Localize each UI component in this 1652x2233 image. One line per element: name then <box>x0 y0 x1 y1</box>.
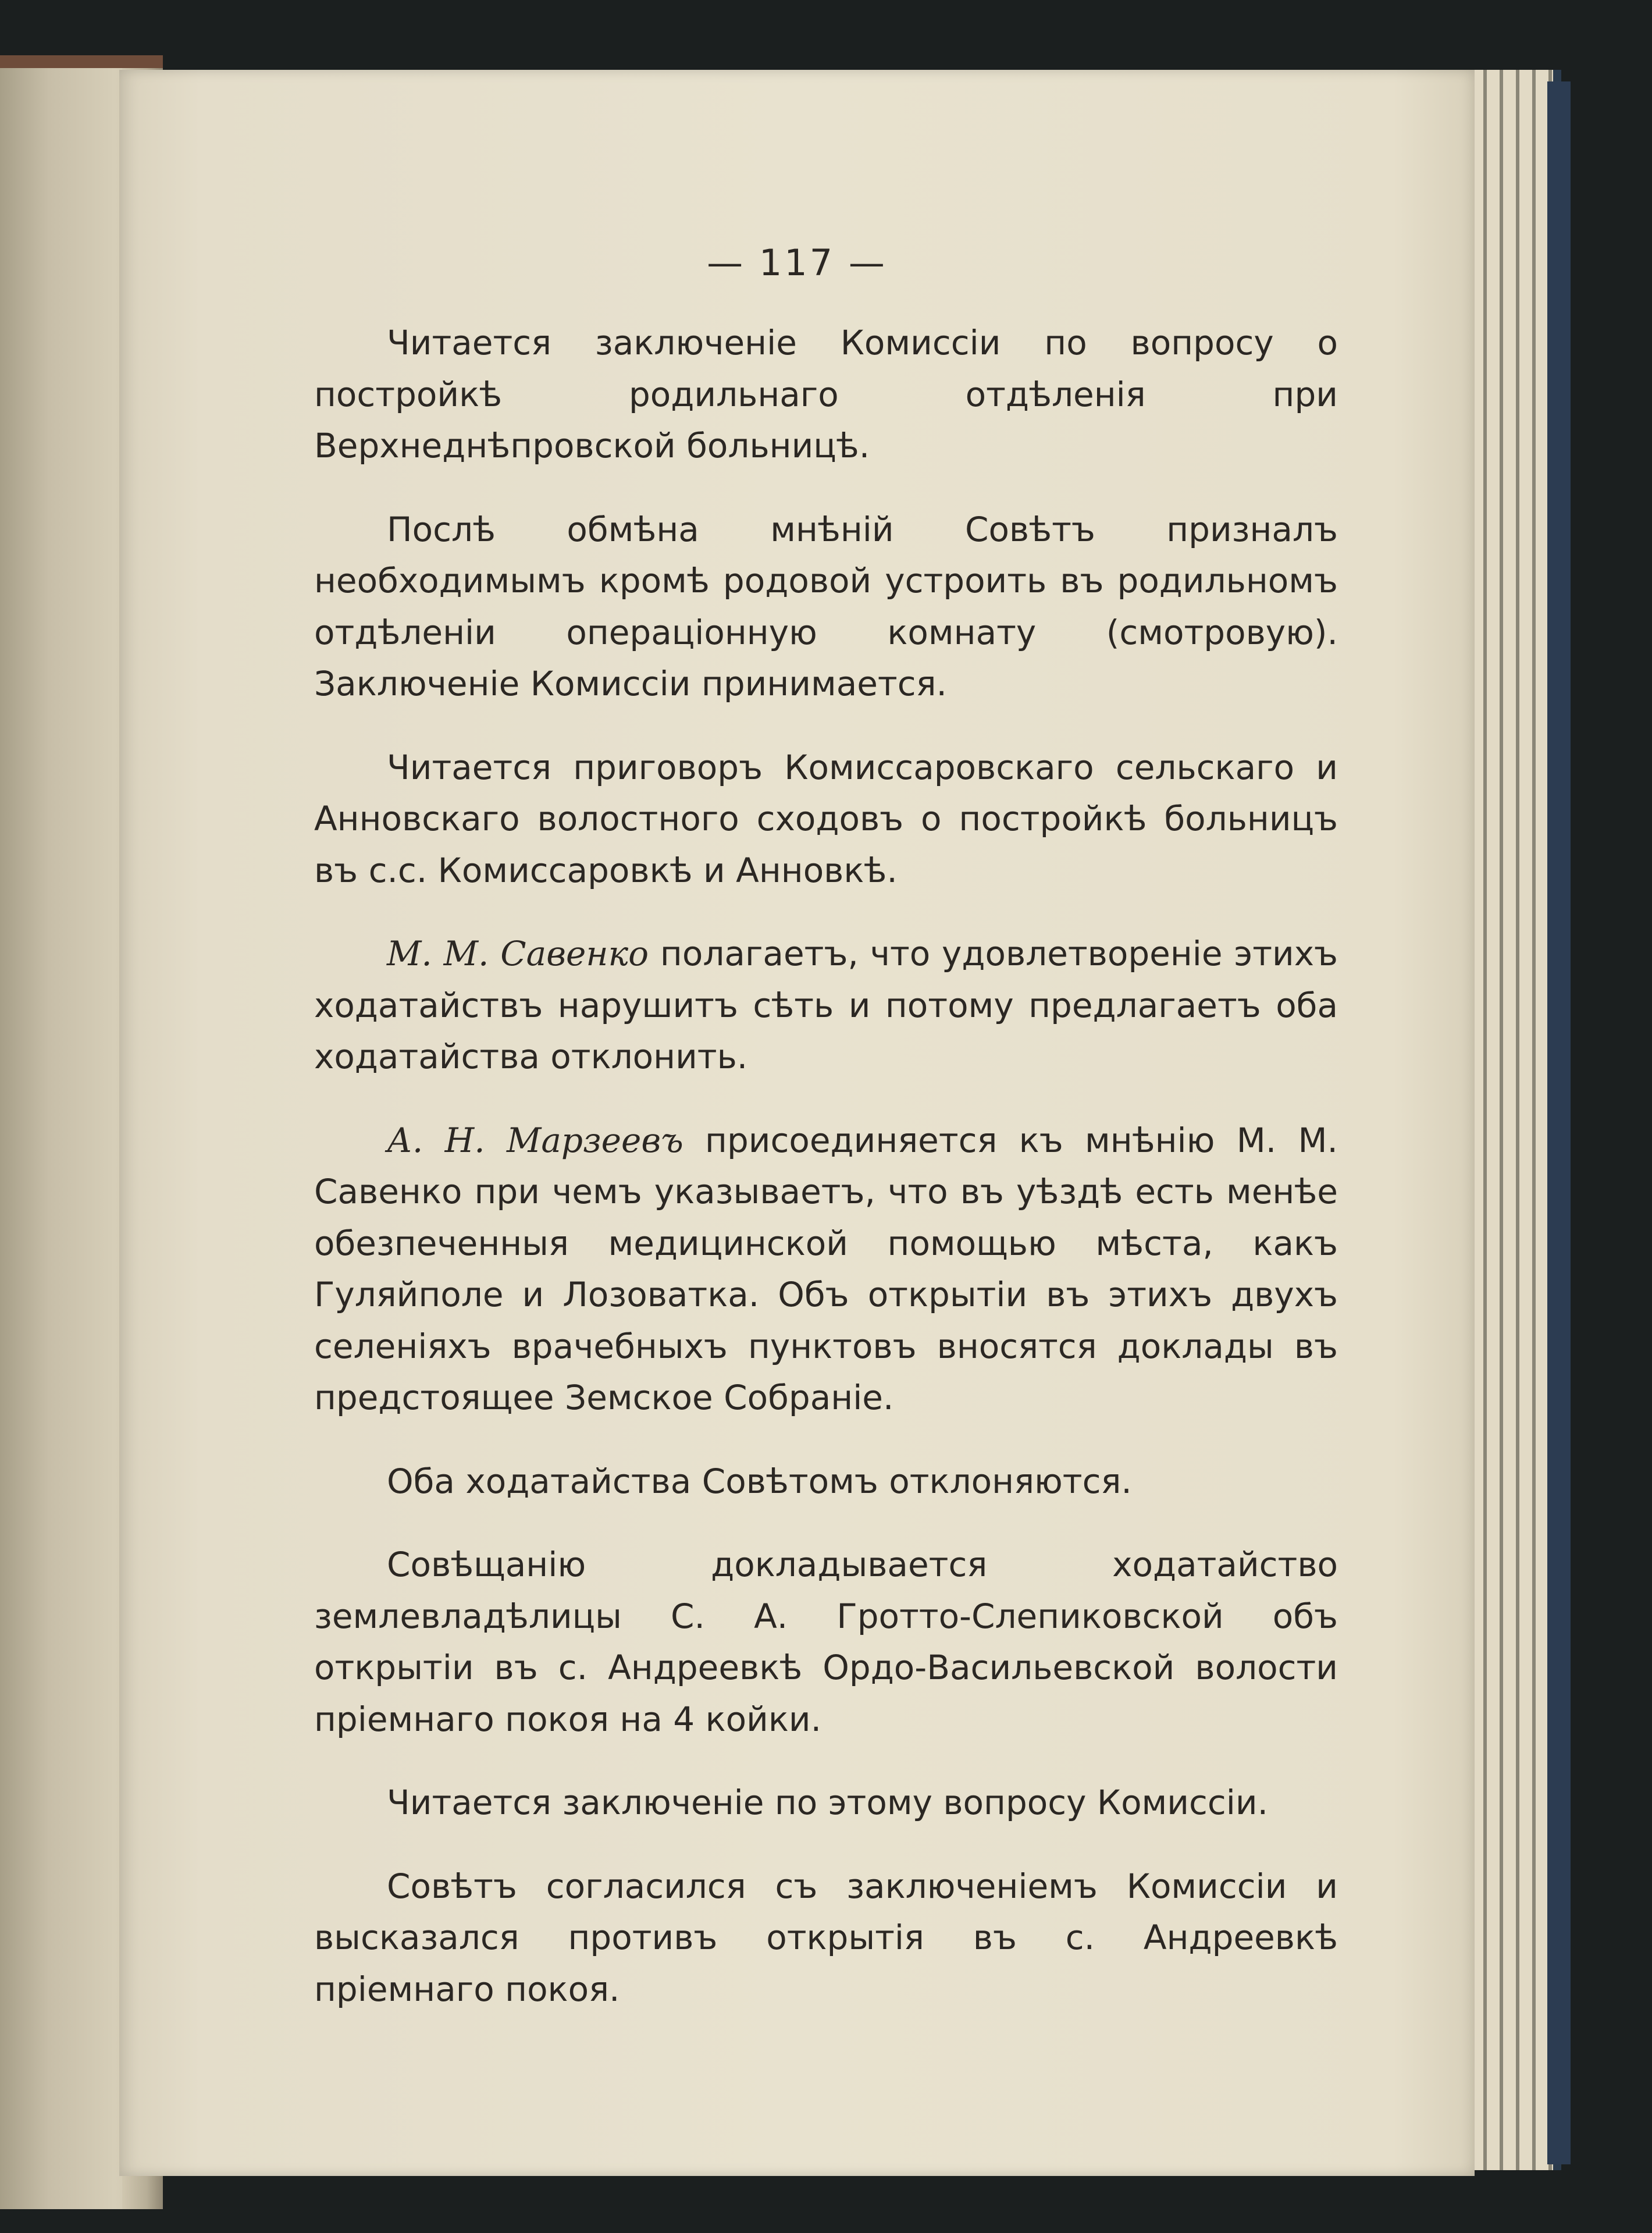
book-page <box>119 70 1475 2176</box>
paragraph: А. Н. Марзеевъ присоединяется къ мнѣнiю М. М. Савенко при чемъ указываетъ, что въ уѣздѣ есть менѣе обезпеченныя медицинской помощью мѣста, какъ Гуляйполе и Лозоватка. Объ открытiи въ этихъ двухъ селенiяхъ врачебныхъ пунктовъ вносятся доклады въ предстоящее Земское Собранiе. <box>314 1120 1338 1417</box>
paragraph: Совѣщанiю докладывается ходатайство землевладѣлицы С. А. Гротто-Слепиковской объ открытiи въ с. Андреевкѣ Ордо-Васильевской волости прiемнаго покоя на 4 койки. <box>314 1545 1338 1739</box>
paragraph: Читается заключенiе по этому вопросу Комиссiи. <box>387 1783 1269 1822</box>
page-body <box>314 317 1338 2047</box>
paragraph: Совѣтъ согласился съ заключенiемъ Комиссiи и высказался противъ открытiя въ с. Андреевкѣ прiемнаго покоя. <box>314 1866 1338 2009</box>
paragraph: Оба ходатайства Совѣтомъ отклоняются. <box>387 1461 1132 1501</box>
paragraph: Читается приговоръ Комиссаровскаго сельскаго и Анновскаго волостного сходовъ о постройкѣ больницъ въ с.с. Комиссаровкѣ и Анновкѣ. <box>314 747 1338 890</box>
book-cover <box>1547 81 1571 2164</box>
page-number: — 117 — <box>707 241 887 284</box>
paragraph: Читается заключенiе Комиссiи по вопросу о постройкѣ родильнаго отдѣленiя при Верхнеднѣпровской больницѣ. <box>314 323 1338 465</box>
paragraph: М. М. Савенко полагаетъ, что удовлетворенiе этихъ ходатайствъ нарушитъ сѣть и потому предлагаетъ оба ходатайства отклонить. <box>314 934 1338 1076</box>
speaker-name: А. Н. Марзеевъ <box>387 1120 683 1160</box>
paragraph: Послѣ обмѣна мнѣнiй Совѣтъ призналъ необходимымъ кромѣ родовой устроить въ родильномъ отдѣленiи операцiонную комнату (смотровую). Заключенiе Комиссiи принимается. <box>314 509 1338 703</box>
speaker-name: М. М. Савенко <box>387 934 649 973</box>
